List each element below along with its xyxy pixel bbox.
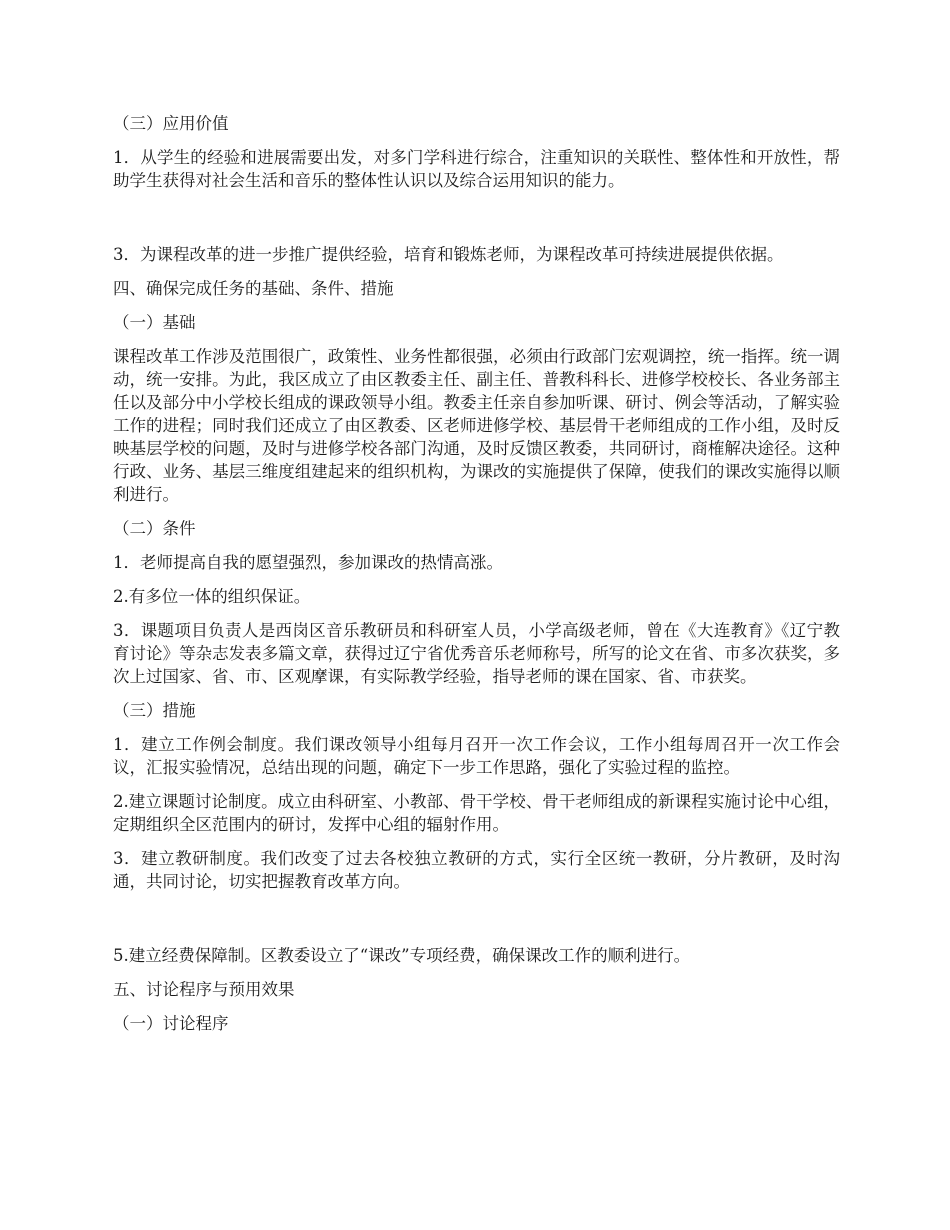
paragraph-measure-2: 2.建立课题讨论制度。成立由科研室、小教部、骨干学校、骨干老师组成的新课程实施讨论中心组，定期组织全区范围内的研讨，发挥中心组的辐射作用。 xyxy=(113,792,840,834)
subheading-conditions: （二）条件 xyxy=(113,519,196,538)
paragraph-measure-3: 3．建立教研制度。我们改变了过去各校独立教研的方式，实行全区统一教研，分片教研，及时沟通，共同讨论，切实把握教育改革方向。 xyxy=(113,849,840,891)
paragraph-condition-2: 2.有多位一体的组织保证。 xyxy=(113,587,311,606)
section-heading-four: 四、确保完成任务的基础、条件、措施 xyxy=(113,279,394,298)
subheading-measures: （三）措施 xyxy=(113,701,196,720)
paragraph-value-3: 3．为课程改革的进一步推广提供经验，培育和锻炼老师，为课程改革可持续进展提供依据。 xyxy=(113,245,784,264)
document-body xyxy=(113,112,840,1046)
section-heading-application-value: （三）应用价值 xyxy=(113,114,229,133)
blank-gap xyxy=(113,904,840,944)
subheading-research-procedure: （一）讨论程序 xyxy=(113,1014,229,1033)
paragraph-measure-1: 1．建立工作例会制度。我们课改领导小组每月召开一次工作会议，工作小组每周召开一次工作会议，汇报实验情况，总结出现的问题，确定下一步工作思路，强化了实验过程的监控。 xyxy=(113,735,840,777)
paragraph-condition-3: 3．课题项目负责人是西岗区音乐教研员和科研室人员，小学高级老师，曾在《大连教育》《辽宁教育讨论》等杂志发表多篇文章，获得过辽宁省优秀音乐老师称号，所写的论文在省、市多次获奖，多次上过国家、省、市、区观摩课，有实际教学经验，指导老师的课在国家、省、市获奖。 xyxy=(113,621,840,686)
blank-gap xyxy=(113,203,840,243)
paragraph-foundation: 课程改革工作涉及范围很广，政策性、业务性都很强，必须由行政部门宏观调控，统一指挥。统一调动，统一安排。为此，我区成立了由区教委主任、副主任、普教科科长、进修学校校长、各业务部主任以及部分中小学校长组成的课政领导小组。教委主任亲自参加听课、研讨、例会等活动，了解实验工作的进程；同时我们还成立了由区教委、区老师进修学校、基层骨干老师组成的工作小组，及时反映基层学校的问题，及时与进修学校各部门沟通，及时反馈区教委，共同研讨，商榷解决途径。这种行政、业务、基层三维度组建起来的组织机构，为课改的实施提供了保障，使我们的课改实施得以顺利进行。 xyxy=(113,347,840,504)
section-heading-five: 五、讨论程序与预用效果 xyxy=(113,980,295,999)
paragraph-condition-1: 1．老师提高自我的愿望强烈，参加课改的热情高涨。 xyxy=(113,553,503,572)
subheading-foundation: （一）基础 xyxy=(113,313,196,332)
paragraph-value-1: 1．从学生的经验和进展需要出发，对多门学科进行综合，注重知识的关联性、整体性和开放性，帮助学生获得对社会生活和音乐的整体性认识以及综合运用知识的能力。 xyxy=(113,148,840,190)
paragraph-measure-5: 5.建立经费保障制。区教委设立了“课改”专项经费，确保课改工作的顺利进行。 xyxy=(113,946,691,965)
